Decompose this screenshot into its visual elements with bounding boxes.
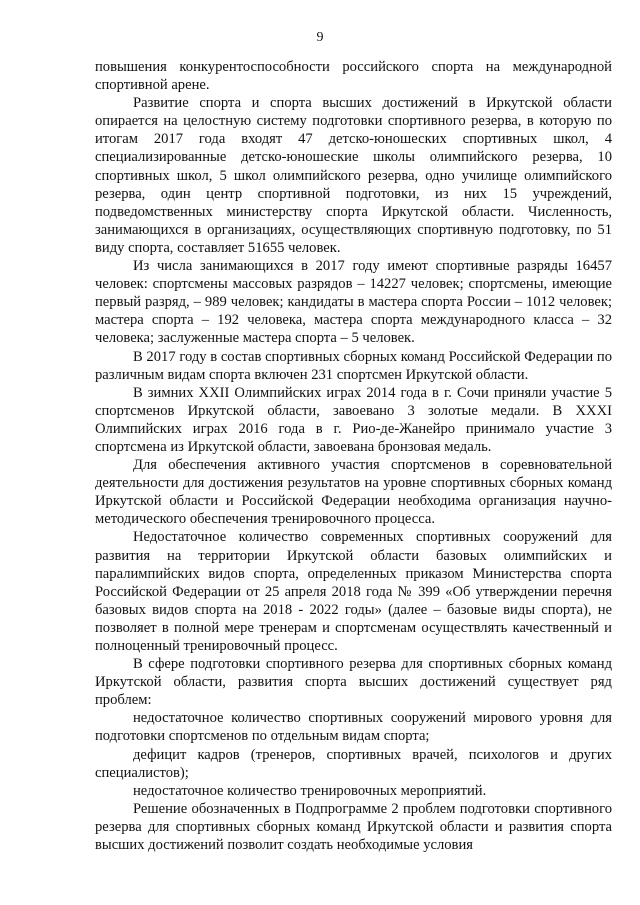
paragraph-solution: Решение обозначенных в Подпрограмме 2 проблем подготовки спортивного резерва для спортивных сборных команд Иркутской области и развития спорта высших достижений позволит создать необходимые условия — [95, 800, 612, 854]
paragraph-facilities-shortage: Недостаточное количество современных спортивных сооружений для развития на территории Иркутской области базовых олимпийских и паралимпийских видов спорта, определенных приказом Министерства спорта Российской Федерации от 25 апреля 2018 года № 399 «Об утверждении перечня базовых видов спорта на 2018 - 2022 годы» (далее – базовые виды спорта), не позволяет в полной мере тренерам и спортсменам осуществлять качественный и полноценный тренировочный процесс. — [95, 529, 612, 654]
paragraph-olympic-games: В зимних XXII Олимпийских играх 2014 года в г. Сочи приняли участие 5 спортсменов Иркутской области, завоевано 3 золотые медали. В XXXI Олимпийских играх 2016 года в г. Рио-де-Жанейро принимало участие 3 спортсмена из Иркутской области, завоевана бронзовая медаль. — [95, 384, 612, 455]
paragraph-sports-ranks: Из числа занимающихся в 2017 году имеют спортивные разряды 16457 человек: спортсмены массовых разрядов – 14227 человек; спортсмены, имеющие первый разряд, – 989 человек; кандидаты в мастера спорта России – 1012 человек; мастера спорта – 192 человека, мастера спорта международного класса – 32 человека; заслуженные мастера спорта – 5 человек. — [95, 258, 612, 347]
paragraph-scientific-support: Для обеспечения активного участия спортсменов в соревновательной деятельности для достижения результатов на уровне спортивных сборных команд Иркутской области и Российской Федерации необходима организация научно-методического обеспечения тренировочного процесса. — [95, 457, 612, 528]
page-number: 9 — [316, 30, 324, 45]
paragraph-problems-intro: В сфере подготовки спортивного резерва для спортивных сборных команд Иркутской области, развития спорта высших достижений существует ряд проблем: — [95, 656, 612, 709]
document-body — [95, 58, 612, 854]
list-item-personnel: дефицит кадров (тренеров, спортивных врачей, психологов и других специалистов); — [95, 746, 612, 781]
list-item-training-events: недостаточное количество тренировочных мероприятий. — [133, 782, 487, 799]
list-item-facilities: недостаточное количество спортивных сооружений мирового уровня для подготовки спортсменов по отдельным видам спорта; — [95, 710, 612, 745]
paragraph-continuation: повышения конкурентоспособности российского спорта на международной спортивной арене. — [95, 59, 612, 94]
paragraph-national-teams: В 2017 году в состав спортивных сборных команд Российской Федерации по различным видам спорта включен 231 спортсмен Иркутской области. — [95, 348, 612, 383]
paragraph-sports-reserve-system: Развитие спорта и спорта высших достижений в Иркутской области опирается на целостную систему подготовки спортивного резерва, в которую по итогам 2017 года входят 47 детско-юношеских спортивных школ, 4 специализированные детско-юношеские школы олимпийского резерва, 10 спортивных школ, 5 школ олимпийского резерва, одно училище олимпийского резерва, один центр спортивной подготовки, из них 15 учреждений, подведомственных министерству спорта Иркутской области. Численность, занимающихся в организациях, осуществляющих спортивную подготовку, по 51 виду спорта, составляет 51655 человек. — [95, 95, 612, 256]
